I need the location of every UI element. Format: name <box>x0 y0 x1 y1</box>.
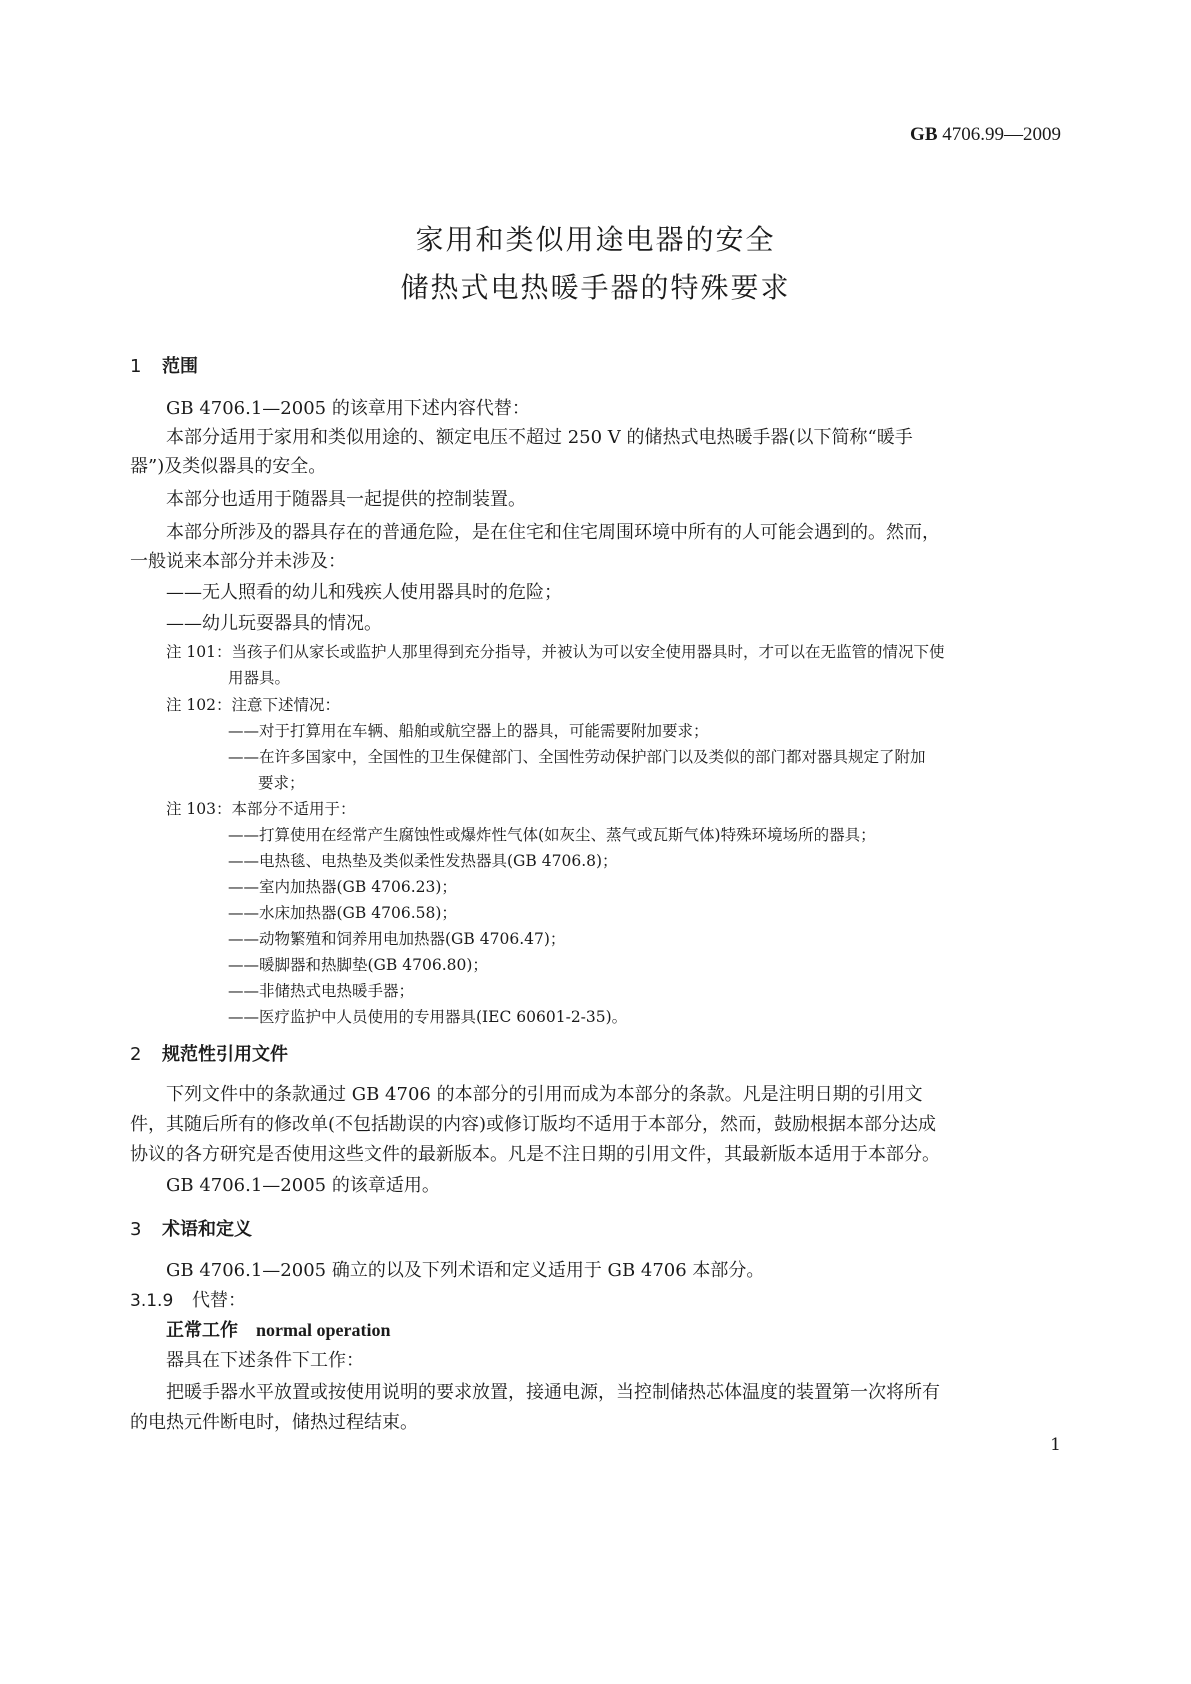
paragraph: 器具在下述条件下工作： <box>166 1350 364 1371</box>
note-101-cont: 用器具。 <box>228 669 291 687</box>
note-103-item: ——非储热式电热暖手器； <box>228 982 415 1000</box>
paragraph: 下列文件中的条款通过 GB 4706 的本部分的引用而成为本部分的条款。凡是注明日期的引用文 <box>166 1084 923 1105</box>
section-number: 1 <box>130 356 142 377</box>
section-title: 范围 <box>162 356 198 377</box>
term-english: normal operation <box>256 1320 391 1340</box>
clause-number: 3.1.9 <box>130 1291 174 1311</box>
standard-number <box>910 124 1061 146</box>
paragraph: 本部分也适用于随器具一起提供的控制装置。 <box>166 489 526 510</box>
title-line-1: 家用和类似用途电器的安全 <box>415 223 776 256</box>
title-line-2: 储热式电热暖手器的特殊要求 <box>400 271 791 304</box>
paragraph: 器”)及类似器具的安全。 <box>130 456 327 477</box>
section-number: 3 <box>130 1219 142 1240</box>
note-103-item: ——室内加热器(GB 4706.23)； <box>228 878 457 896</box>
section-3-heading <box>130 1215 252 1241</box>
note-103-item: ——电热毯、电热垫及类似柔性发热器具(GB 4706.8)； <box>228 852 618 870</box>
section-title: 术语和定义 <box>162 1219 252 1240</box>
note-102-item: ——对于打算用在车辆、船舶或航空器上的器具，可能需要附加要求； <box>228 722 709 740</box>
dash-item: ——无人照看的幼儿和残疾人使用器具时的危险； <box>166 582 562 603</box>
note-102-item: ——在许多国家中，全国性的卫生保健部门、全国性劳动保护部门以及类似的部门都对器具规定了附加 <box>228 748 926 766</box>
clause-text: 代替： <box>192 1290 246 1311</box>
standard-code: 4706.99—2009 <box>942 124 1061 145</box>
note-103: 注 103：本部分不适用于： <box>166 800 356 818</box>
clause <box>130 1286 1058 1312</box>
note-103-item: ——水床加热器(GB 4706.58)； <box>228 904 457 922</box>
paragraph: GB 4706.1—2005 的该章用下述内容代替： <box>166 398 530 419</box>
note-103-item: ——打算使用在经常产生腐蚀性或爆炸性气体(如灰尘、蒸气或瓦斯气体)特殊环境场所的器具； <box>228 826 876 844</box>
paragraph: 的电热元件断电时，储热过程结束。 <box>130 1412 418 1433</box>
term <box>166 1316 1094 1342</box>
paragraph: 协议的各方研究是否使用这些文件的最新版本。凡是不注日期的引用文件，其最新版本适用于本部分。 <box>130 1144 940 1165</box>
note-102: 注 102：注意下述情况： <box>166 696 341 714</box>
paragraph: 把暖手器水平放置或按使用说明的要求放置，接通电源，当控制储热芯体温度的装置第一次将所有 <box>166 1382 940 1403</box>
dash-item: ——幼儿玩耍器具的情况。 <box>166 613 382 634</box>
section-title: 规范性引用文件 <box>162 1044 288 1065</box>
note-103-item: ——医疗监护中人员使用的专用器具(IEC 60601-2-35)。 <box>228 1008 628 1026</box>
section-number: 2 <box>130 1044 142 1065</box>
standard-prefix: GB <box>910 124 938 145</box>
note-103-item: ——暖脚器和热脚垫(GB 4706.80)； <box>228 956 488 974</box>
section-2-heading <box>130 1040 288 1066</box>
paragraph: 一般说来本部分并未涉及： <box>130 551 346 572</box>
term-chinese: 正常工作 <box>166 1320 238 1341</box>
page-number: 1 <box>1050 1435 1061 1455</box>
note-101: 注 101：当孩子们从家长或监护人那里得到充分指导，并被认为可以安全使用器具时，才可以在无监管的情况下使 <box>166 643 945 661</box>
section-1-heading <box>130 352 198 378</box>
paragraph: 本部分所涉及的器具存在的普通危险，是在住宅和住宅周围环境中所有的人可能会遇到的。然而， <box>166 522 940 543</box>
paragraph: GB 4706.1—2005 确立的以及下列术语和定义适用于 GB 4706 本部分。 <box>166 1260 765 1281</box>
note-102-item-cont: 要求； <box>258 774 305 792</box>
paragraph: GB 4706.1—2005 的该章适用。 <box>166 1175 440 1196</box>
paragraph: 本部分适用于家用和类似用途的、额定电压不超过 250 V 的储热式电热暖手器(以下简称“暖手 <box>166 427 913 448</box>
note-103-item: ——动物繁殖和饲养用电加热器(GB 4706.47)； <box>228 930 566 948</box>
paragraph: 件，其随后所有的修改单(不包括勘误的内容)或修订版均不适用于本部分，然而，鼓励根据本部分达成 <box>130 1114 937 1135</box>
